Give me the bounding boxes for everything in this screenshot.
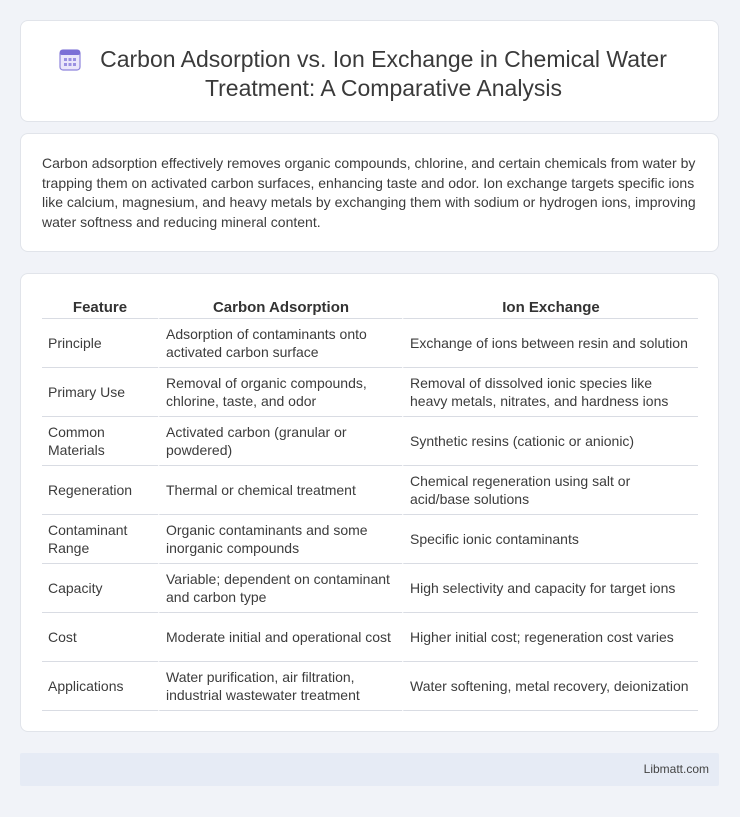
carbon-adsorption-cell: Adsorption of contaminants onto activated carbon surface (158, 319, 402, 368)
page-title: Carbon Adsorption vs. Ion Exchange in Chemical Water Treatment: A Comparative Analysis (100, 46, 667, 101)
footer (20, 753, 719, 786)
table-row (42, 613, 698, 662)
carbon-adsorption-cell: Activated carbon (granular or powdered) (158, 417, 402, 466)
feature-cell: Capacity (42, 564, 158, 613)
table-row (42, 515, 698, 564)
comparison-table (42, 296, 698, 711)
carbon-adsorption-cell: Variable; dependent on contaminant and carbon type (158, 564, 402, 613)
intro-paragraph: Carbon adsorption effectively removes organic compounds, chlorine, and certain chemicals from water by trapping them on activated carbon surfaces, enhancing taste and odor. Ion exchange targets specific ions like calcium, magnesium, and heavy metals by exchanging them with sodium or hydrogen ions, improving water softness and reducing mineral content. (42, 155, 696, 230)
table-row (42, 368, 698, 417)
ion-exchange-cell: Water softening, metal recovery, deionization (402, 662, 698, 711)
feature-cell: Regeneration (42, 466, 158, 515)
column-header-ion-exchange: Ion Exchange (402, 296, 698, 319)
carbon-adsorption-cell: Removal of organic compounds, chlorine, taste, and odor (158, 368, 402, 417)
table-row (42, 662, 698, 711)
feature-cell: Contaminant Range (42, 515, 158, 564)
ion-exchange-cell: Chemical regeneration using salt or acid/base solutions (402, 466, 698, 515)
title-card (20, 20, 719, 122)
ion-exchange-cell: Exchange of ions between resin and solution (402, 319, 698, 368)
ion-exchange-cell: Specific ionic contaminants (402, 515, 698, 564)
feature-cell: Cost (42, 613, 158, 662)
feature-cell: Common Materials (42, 417, 158, 466)
carbon-adsorption-cell: Moderate initial and operational cost (158, 613, 402, 662)
column-header-feature: Feature (42, 296, 158, 319)
column-header-carbon-adsorption: Carbon Adsorption (158, 296, 402, 319)
table-row (42, 466, 698, 515)
table-header-row (42, 296, 698, 319)
carbon-adsorption-cell: Thermal or chemical treatment (158, 466, 402, 515)
carbon-adsorption-cell: Organic contaminants and some inorganic compounds (158, 515, 402, 564)
table-row (42, 564, 698, 613)
table-row (42, 417, 698, 466)
ion-exchange-cell: Higher initial cost; regeneration cost varies (402, 613, 698, 662)
carbon-adsorption-cell: Water purification, air filtration, industrial wastewater treatment (158, 662, 402, 711)
feature-cell: Applications (42, 662, 158, 711)
footer-brand-link[interactable]: Libmatt.com (643, 762, 709, 776)
ion-exchange-cell: High selectivity and capacity for target ions (402, 564, 698, 613)
intro-card (20, 133, 719, 252)
comparison-table-card (20, 273, 719, 732)
feature-cell: Principle (42, 319, 158, 368)
feature-cell: Primary Use (42, 368, 158, 417)
ion-exchange-cell: Removal of dissolved ionic species like heavy metals, nitrates, and hardness ions (402, 368, 698, 417)
ion-exchange-cell: Synthetic resins (cationic or anionic) (402, 417, 698, 466)
table-row (42, 319, 698, 368)
